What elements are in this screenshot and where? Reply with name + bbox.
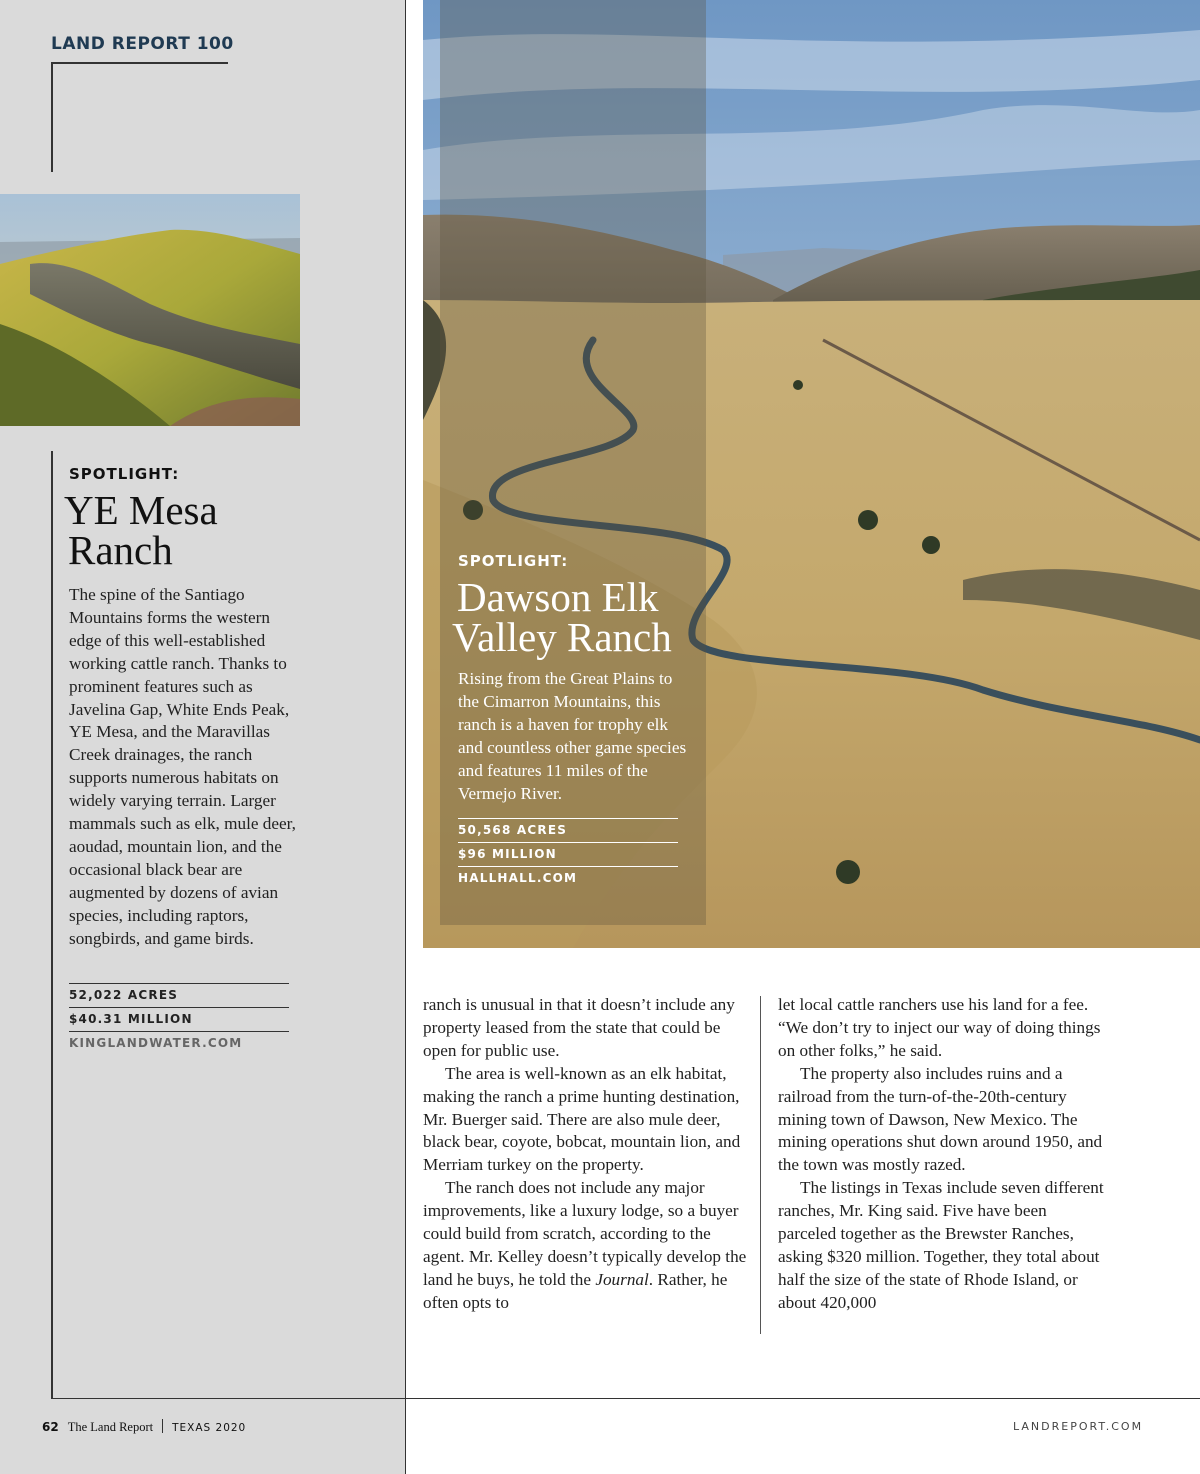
article-paragraph: The listings in Texas include seven different ranches, Mr. King said. Five have been parceled together as the Brewster Ranches, asking $320 million. Together, they total about half the size of the state of Rhode Island, or about 420,000 <box>778 1178 1104 1312</box>
article-paragraph: The property also includes ruins and a railroad from the turn-of-the-20th-century mining town of Dawson, New Mexico. The mining operations shut down around 1950, and the town was mostly razed. <box>778 1063 1103 1175</box>
article-column-1 <box>423 994 753 1315</box>
ye-mesa-title-line-2: Ranch <box>68 527 173 573</box>
column-divider <box>760 996 761 1334</box>
dawson-website-link[interactable]: HALLHALL.COM <box>458 871 578 885</box>
footer-rule <box>51 1398 1200 1399</box>
article-column-2 <box>778 994 1108 1315</box>
article-paragraph <box>423 1177 753 1314</box>
dawson-description: Rising from the Great Plains to the Cimarron Mountains, this ranch is a haven for trophy elk and countless other game species and features 11 miles of the Vermejo River. <box>458 669 687 803</box>
ye-mesa-facts <box>69 983 289 1055</box>
footer-website-link[interactable]: LANDREPORT.COM <box>1013 1420 1144 1433</box>
ye-mesa-title <box>64 487 364 573</box>
dawson-title <box>452 574 702 660</box>
publication-name: Journal <box>595 1269 649 1289</box>
section-rule <box>51 62 228 64</box>
section-rule-vertical <box>51 62 53 172</box>
folio <box>42 1419 246 1435</box>
article-paragraph: ranch is unusual in that it doesn’t include any property leased from the state that could be open for public use. <box>423 995 735 1060</box>
dawson-kicker: SPOTLIGHT: <box>458 552 569 570</box>
dawson-title-line-1: Dawson Elk <box>457 574 659 620</box>
ye-mesa-kicker: SPOTLIGHT: <box>69 465 180 483</box>
article-paragraph: let local cattle ranchers use his land for a fee. “We don’t try to inject our way of doing things on other folks,” he said. <box>778 995 1101 1060</box>
panel-rule <box>51 451 53 1399</box>
page-number: 62 <box>42 1420 59 1434</box>
ye-mesa-acres: 52,022 ACRES <box>69 988 179 1002</box>
sidebar-divider <box>405 0 406 1474</box>
article-paragraph: The area is well-known as an elk habitat, making the ranch a prime hunting destination, Mr. Buerger said. There are also mule deer, black bear, coyote, bobcat, mountain lion, and Merriam turkey on the property. <box>423 1063 741 1175</box>
magazine-name: The Land Report <box>67 1420 154 1434</box>
ye-mesa-photo <box>0 194 300 426</box>
mesa-landscape-photo <box>0 194 300 426</box>
ye-mesa-description: The spine of the Santiago Mountains forms the western edge of this well-established working cattle ranch. Thanks to prominent features such as Javelina Gap, White Ends Peak, YE Mesa, and the Maravillas Creek drainages, the ranch supports numerous habitats on widely varying terrain. Larger mammals such as elk, mule deer, aoudad, mountain lion, and the occasional black bear are augmented by dozens of avian species, including raptors, songbirds, and game birds. <box>69 585 296 948</box>
ye-mesa-price: $40.31 MILLION <box>69 1012 193 1026</box>
dawson-price: $96 MILLION <box>458 847 557 861</box>
dawson-facts <box>458 818 678 890</box>
dawson-acres: 50,568 ACRES <box>458 823 568 837</box>
folio-separator <box>162 1419 163 1433</box>
article-text: The ranch does not include any major improvements, like a luxury lodge, so a buyer could build from scratch, according to the agent. Mr. Kelley doesn’t typically develop the land he buys, he told the <box>423 1178 747 1289</box>
ye-mesa-website-link[interactable]: KINGLANDWATER.COM <box>69 1036 243 1050</box>
dawson-title-line-2: Valley Ranch <box>452 614 672 660</box>
issue-label: TEXAS 2020 <box>172 1422 247 1434</box>
article-text: . Rather, he often opts to <box>423 1269 728 1312</box>
ye-mesa-title-line-1: YE Mesa <box>64 487 218 533</box>
section-label: LAND REPORT 100 <box>51 34 234 54</box>
